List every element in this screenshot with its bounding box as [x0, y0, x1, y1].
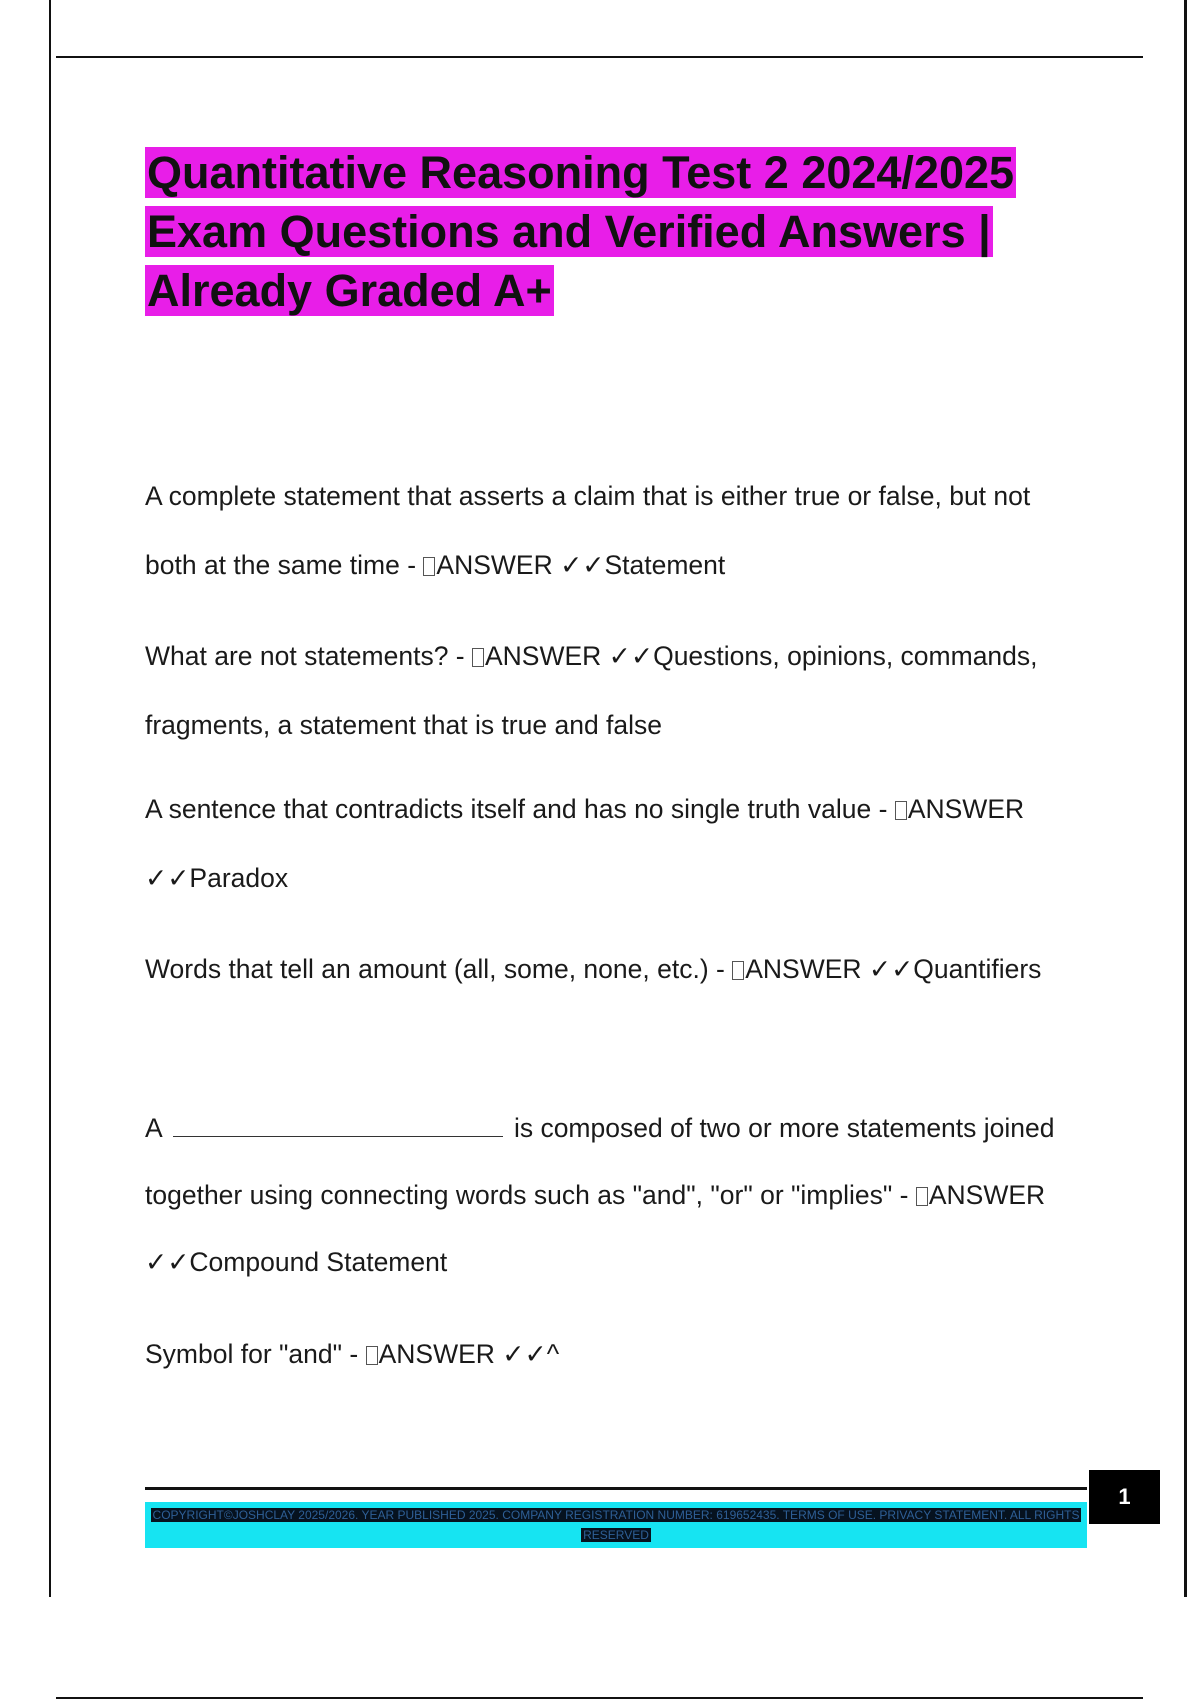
qa-item: [145, 622, 1085, 760]
missing-glyph-icon: [895, 801, 907, 820]
missing-glyph-icon: [732, 961, 744, 980]
answer-text: Compound Statement: [189, 1247, 448, 1277]
answer-prefix: ANSWER ✓✓: [145, 1180, 1046, 1277]
question-text: What are not statements? -: [145, 641, 472, 671]
page-right-border: [1184, 0, 1187, 1597]
answer-prefix: ANSWER ✓✓: [484, 641, 654, 671]
missing-glyph-icon: [472, 648, 484, 667]
fill-in-blank: [173, 1114, 503, 1137]
qa-item: [145, 1320, 1085, 1389]
answer-prefix: ANSWER ✓✓: [436, 550, 605, 580]
next-page-header-rule: [56, 1697, 1143, 1699]
question-text: Words that tell an amount (all, some, none, etc.) -: [145, 954, 733, 984]
question-start: A: [145, 1113, 169, 1143]
title-highlight: [145, 147, 1016, 316]
footer-copyright-text: COPYRIGHT©JOSHCLAY 2025/2026. YEAR PUBLISHED 2025. COMPANY REGISTRATION NUMBER: 619652435. TERMS OF USE. PRIVACY STATEMENT. ALL RIGHTS RESERVED: [152, 1508, 1080, 1542]
footer-copyright-band: [145, 1502, 1087, 1548]
answer-text: Paradox: [189, 863, 289, 893]
qa-item: [145, 1095, 1085, 1296]
footer-rule: [145, 1487, 1087, 1490]
question-text: A sentence that contradicts itself and has no single truth value -: [145, 794, 895, 824]
page-number-box: [1089, 1470, 1160, 1524]
question-text: A complete statement that asserts a claim that is either true or false, but not both at the same time -: [145, 481, 1031, 580]
qa-item: [145, 935, 1085, 1004]
answer-text: ^: [546, 1339, 560, 1369]
answer-text: Questions, opinions, commands, fragments, a statement that is true and false: [145, 641, 1038, 740]
qa-item: [145, 775, 1085, 913]
missing-glyph-icon: [916, 1187, 928, 1206]
qa-item: [145, 462, 1085, 600]
title-line2: Exam Questions and Verified Answers |: [147, 206, 991, 257]
title-line1-part2: 2024/2025: [788, 147, 1015, 198]
question-text: Symbol for "and" -: [145, 1339, 366, 1369]
title-line1-part1: Quantitative Reasoning Test 2: [147, 147, 789, 198]
document-title: [145, 143, 1095, 320]
question-end: is composed of two or more statements joined together using connecting words such as "and", "or" or "implies" -: [145, 1113, 1055, 1210]
page-left-border: [49, 0, 51, 1597]
answer-prefix: ANSWER ✓✓: [378, 1339, 547, 1369]
answer-text: Quantifiers: [913, 954, 1042, 984]
answer-text: Statement: [604, 550, 726, 580]
page-number: 1: [1118, 1484, 1131, 1509]
answer-prefix: ANSWER ✓✓: [745, 954, 914, 984]
answer-prefix: ANSWER ✓✓: [145, 794, 1025, 893]
missing-glyph-icon: [423, 557, 435, 576]
title-line3: Already Graded A+: [147, 265, 552, 316]
missing-glyph-icon: [366, 1346, 378, 1365]
header-rule: [56, 56, 1143, 58]
